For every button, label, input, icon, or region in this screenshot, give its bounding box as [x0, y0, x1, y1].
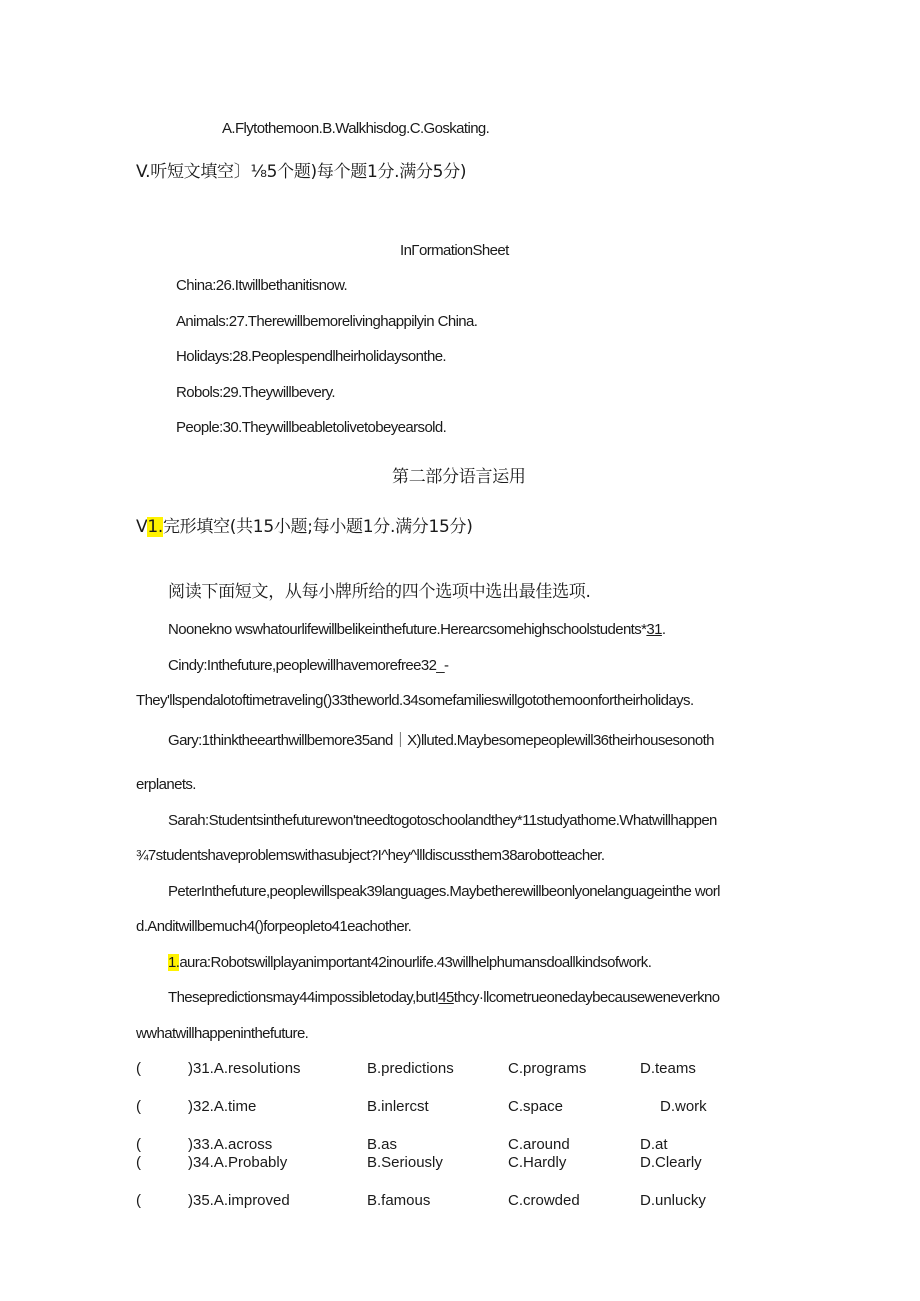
sheet-row-animals: Animals:27.Therewillbemorelivinghappilyin China. — [176, 313, 478, 330]
section6-prefix: V — [136, 517, 148, 537]
passage-p4b: ¾7studentshaveproblemswithasubject?I^hey^llldiscussthem38arobotteacher. — [136, 847, 605, 864]
reading-instruction: 阅读下面短文，从每小牌所给的四个选项中选出最佳选项. — [168, 582, 591, 602]
answer-paren[interactable]: ( — [136, 1192, 141, 1209]
passage-p1 — [168, 620, 665, 640]
option-d: D.Clearly — [640, 1154, 702, 1171]
p6-text: aura:Robotswillplayanimportant42inourlife.43willhelphumansdoallkindsofwork. — [179, 954, 652, 971]
blank-31: 31 — [646, 621, 662, 638]
q25-options-line: A.Flytothemoon.B.Walkhisdog.C.Goskating. — [222, 120, 490, 137]
passage-p5a: PeterInthefuture,peoplewillspeak39languages.Maybetherewillbeonlyonelanguageinthe worl — [168, 883, 720, 900]
part2-title: 第二部分语言运用 — [392, 467, 526, 487]
option-b: B.famous — [367, 1192, 431, 1209]
passage-p3b: erplanets. — [136, 776, 196, 793]
section6-highlight: 1. — [147, 517, 163, 537]
passage-p4a: Sarah:Studentsinthefuturewon'tneedtogotoschoolandthey*11studyathome.Whatwillhappen — [168, 812, 717, 829]
option-d: D.work — [660, 1098, 707, 1115]
option-b: B.predictions — [367, 1060, 454, 1077]
option-a: )34.A.Probably — [188, 1154, 288, 1171]
option-c: C.around — [508, 1136, 570, 1153]
option-c: C.Hardly — [508, 1154, 567, 1171]
passage-p7a — [168, 988, 719, 1008]
option-c: C.space — [508, 1098, 564, 1115]
p7-rest: thcy·llcometrueonedaybecauseweneverkno — [453, 989, 720, 1006]
p7-text: Thesepredictionsmay44impossibletoday,butI — [168, 989, 439, 1006]
passage-p7b: wwhatwillhappeninthefuture. — [136, 1025, 309, 1042]
option-b: B.inlercst — [367, 1098, 429, 1115]
option-c: C.crowded — [508, 1192, 580, 1209]
answer-paren[interactable]: ( — [136, 1098, 141, 1115]
option-a: )32.A.time — [188, 1098, 257, 1115]
section5-title: V.听短文填空〕⅛5个题)每个题1分.满分5分) — [136, 162, 467, 182]
passage-p2b: They'llspendalotoftimetraveling()33theworld.34somefamilieswillgotothemoonfortheirholidays. — [136, 692, 694, 709]
option-d: D.at — [640, 1136, 668, 1153]
passage-p2a: Cindy:Inthefuture,peoplewillhavemorefree32_- — [168, 657, 449, 674]
passage-p6 — [168, 953, 651, 973]
option-a: )35.A.improved — [188, 1192, 290, 1209]
sheet-row-china: China:26.Itwillbethanitisnow. — [176, 277, 348, 294]
option-b: B.Seriously — [367, 1154, 443, 1171]
p1-end: . — [661, 621, 666, 638]
option-a: )33.A.across — [188, 1136, 273, 1153]
sheet-row-robots: Robols:29.Theywillbevery. — [176, 384, 335, 401]
p6-highlight: 1. — [168, 954, 180, 971]
sheet-row-people: People:30.Theywillbeabletolivetobeyearsold. — [176, 419, 447, 436]
option-d: D.unlucky — [640, 1192, 706, 1209]
answer-paren[interactable]: ( — [136, 1154, 141, 1171]
section6-rest: 完形填空(共15小题;每小题1分.满分15分) — [162, 517, 473, 537]
option-c: C.programs — [508, 1060, 587, 1077]
option-b: B.as — [367, 1136, 398, 1153]
passage-p5b: d.Anditwillbemuch4()forpeopleto41eachother. — [136, 918, 412, 935]
sheet-row-holidays: Holidays:28.Peoplespendlheirholidaysonthe. — [176, 348, 447, 365]
passage-p3a: Gary:1thinktheearthwillbemore35and｜X)lluted.Maybesomepeoplewill36theirhousesonoth — [168, 732, 714, 749]
answer-paren[interactable]: ( — [136, 1060, 141, 1077]
section6-title — [136, 517, 473, 537]
answer-paren[interactable]: ( — [136, 1136, 141, 1153]
info-sheet-title: InΓormationSheet — [400, 242, 509, 259]
blank-45: 45 — [438, 989, 454, 1006]
option-d: D.teams — [640, 1060, 696, 1077]
option-a: )31.A.resolutions — [188, 1060, 301, 1077]
p1-text: Noonekno wswhatourlifewillbelikeinthefuture.Herearcsomehighschoolstudents* — [168, 621, 647, 638]
